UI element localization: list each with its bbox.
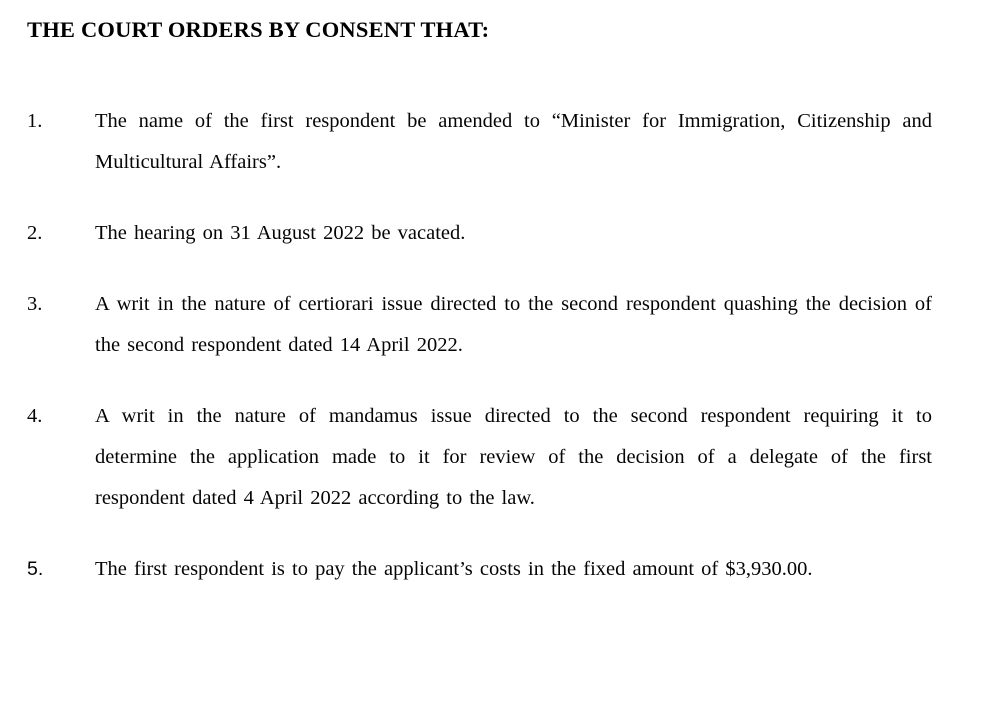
order-item-4: [27, 396, 932, 519]
orders-list: [27, 101, 932, 590]
order-text: The hearing on 31 August 2022 be vacated.: [95, 222, 466, 244]
orders-heading: THE COURT ORDERS BY CONSENT THAT:: [27, 17, 490, 42]
order-number: 4.: [27, 405, 43, 427]
order-item-5: [27, 549, 932, 590]
order-text: A writ in the nature of certiorari issue directed to the second respondent quashing the decision of the second respondent dated 14 April 2022.: [95, 293, 932, 356]
order-text: The first respondent is to pay the applicant’s costs in the fixed amount of $3,930.00.: [95, 558, 813, 580]
order-number: 3.: [27, 293, 43, 315]
order-item-1: [27, 101, 932, 183]
order-item-3: [27, 284, 932, 366]
order-text: The name of the first respondent be amended to “Minister for Immigration, Citizenship and Multicultural Affairs”.: [95, 110, 932, 173]
order-item-2: [27, 213, 932, 254]
order-number: 1.: [27, 110, 43, 132]
order-text: A writ in the nature of mandamus issue directed to the second respondent requiring it to determine the application made to it for review of the decision of a delegate of the first respondent dated 4 April 2022 according to the law.: [95, 405, 932, 509]
order-number: 2.: [27, 222, 43, 244]
order-number: 5.: [27, 558, 44, 580]
